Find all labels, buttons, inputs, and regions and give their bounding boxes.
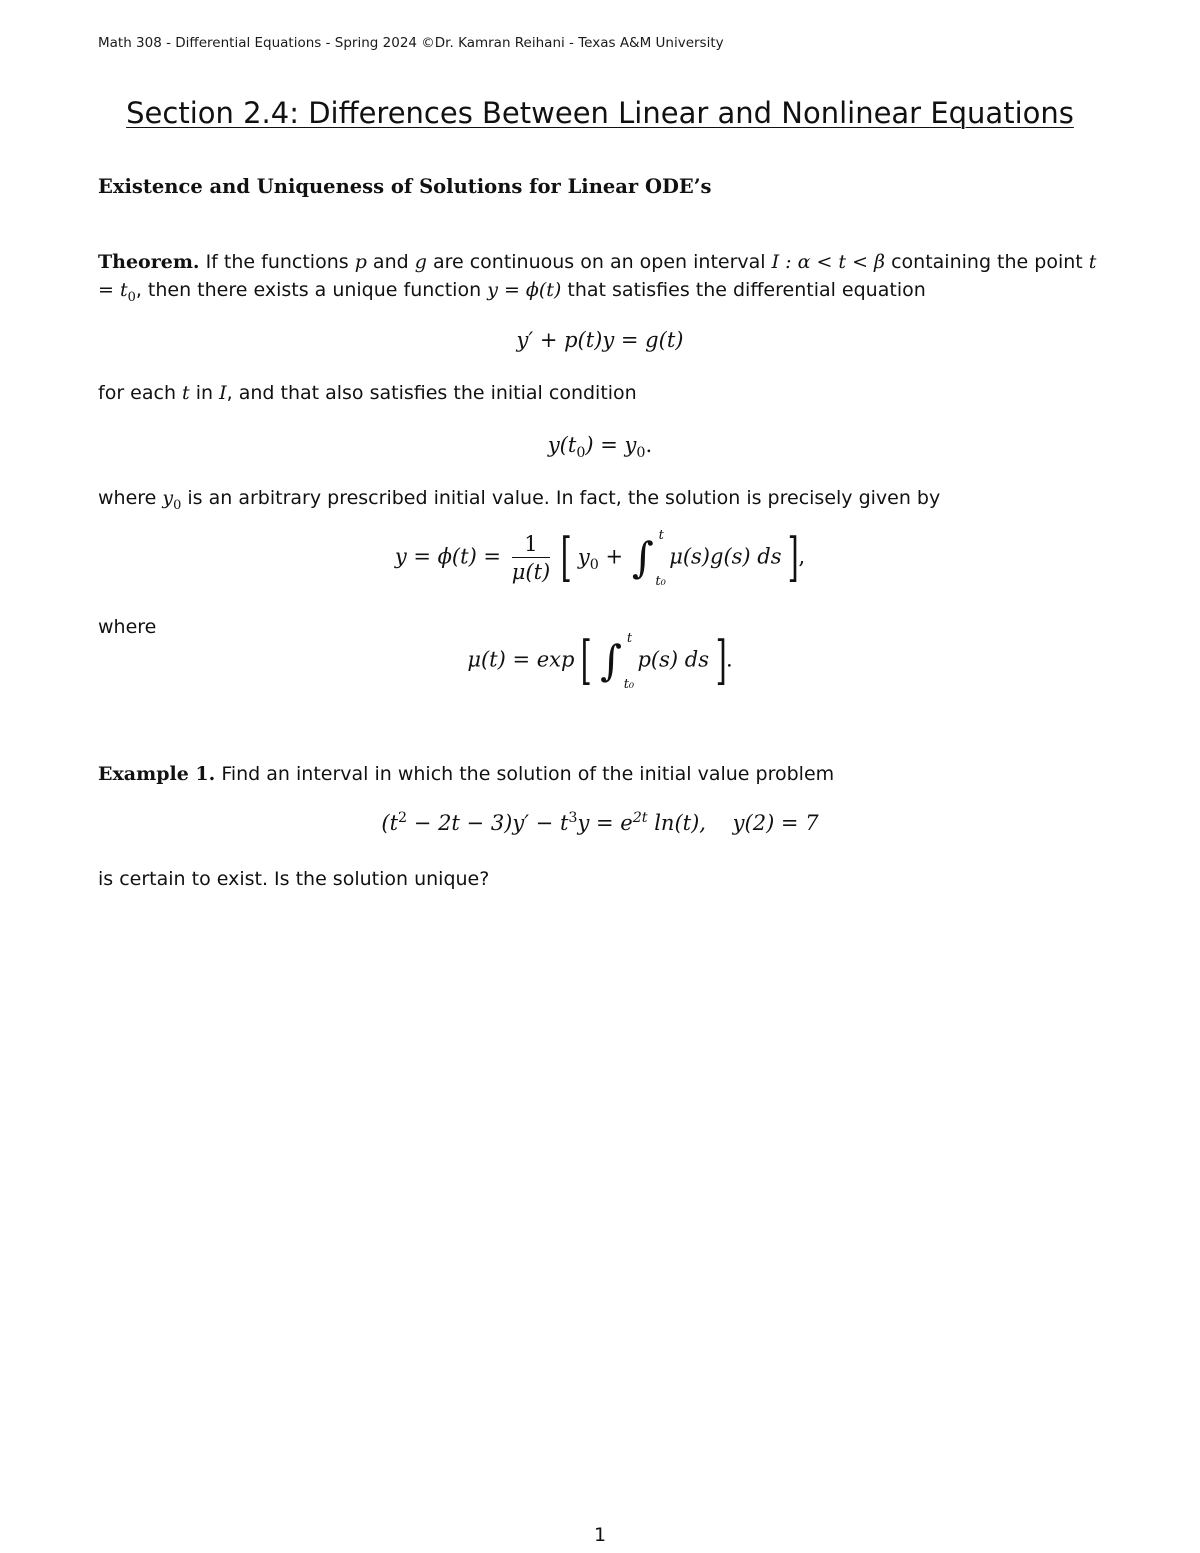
mu-lhs: μ(t) = exp bbox=[467, 647, 575, 672]
mu-integrand: p(s) ds bbox=[637, 647, 709, 672]
where-text-2: where bbox=[98, 616, 157, 638]
solution-numerator: 1 bbox=[512, 532, 550, 558]
example-eq-sup1: 2 bbox=[398, 810, 408, 826]
mu-left-bracket-icon: [ bbox=[580, 631, 592, 691]
theorem-label: Theorem. bbox=[98, 251, 200, 273]
where-y0-sub: 0 bbox=[173, 497, 182, 513]
theorem-point-main: t = t bbox=[98, 251, 1097, 301]
example-closing-text: is certain to exist. Is the solution unique? bbox=[98, 868, 490, 890]
theorem-g: g bbox=[414, 251, 427, 273]
theorem-point-sub: 0 bbox=[127, 289, 136, 305]
initial-lhs: y(t bbox=[547, 433, 577, 457]
for-each-paragraph bbox=[98, 379, 1110, 407]
mu-integral-upper-limit: t bbox=[626, 631, 633, 646]
example-eq-sup3: 2t bbox=[632, 810, 648, 826]
example-eq-sup2: 3 bbox=[568, 810, 578, 826]
for-each-end: , and that also satisfies the initial condition bbox=[226, 382, 637, 404]
mu-integral-sign-icon: ∫ t t₀ bbox=[600, 631, 635, 692]
theorem-text-5: that satisfies the differential equation bbox=[567, 279, 926, 301]
where-text-1: where bbox=[98, 487, 157, 509]
theorem-text-3: containing the point bbox=[891, 251, 1083, 273]
mu-end: . bbox=[725, 647, 733, 672]
example-eq-part1: (t bbox=[381, 811, 399, 835]
solution-integrand: μ(s)g(s) ds bbox=[669, 544, 782, 569]
solution-y0-main: y bbox=[577, 544, 590, 569]
running-header: Math 308 - Differential Equations - Spring 2024 ©Dr. Kamran Reihani - Texas A&M University bbox=[98, 35, 724, 51]
theorem-and: and bbox=[372, 251, 409, 273]
where-text-1-rest: is an arbitrary prescribed initial value. In fact, the solution is precisely given by bbox=[187, 487, 941, 509]
theorem-text-2: are continuous on an open interval bbox=[432, 251, 766, 273]
initial-end: . bbox=[645, 433, 653, 457]
right-bracket-icon: ] bbox=[787, 528, 799, 588]
page-title-text: Section 2.4: Differences Between Linear and Nonlinear Equations bbox=[126, 96, 1074, 130]
theorem-text-4: , then there exists a unique function bbox=[135, 279, 482, 301]
initial-rhs: ) = y bbox=[585, 433, 637, 457]
example-eq-part4: ln(t), y(2) = 7 bbox=[647, 811, 819, 835]
page-number: 1 bbox=[593, 1524, 607, 1546]
where-paragraph-1 bbox=[98, 484, 1110, 512]
example-label: Example 1. bbox=[98, 763, 216, 785]
theorem-p: p bbox=[354, 251, 367, 273]
section-subheading: Existence and Uniqueness of Solutions for Linear ODE’s bbox=[98, 175, 712, 198]
mu-right-bracket-icon: ] bbox=[715, 631, 727, 691]
integral-sign-icon: ∫ t t₀ bbox=[631, 528, 666, 589]
solution-lhs: y = ϕ(t) = bbox=[394, 544, 502, 569]
example-eq-part2: − 2t − 3)y′ − t bbox=[407, 811, 569, 835]
initial-condition-equation bbox=[0, 433, 1200, 462]
for-each-I: I bbox=[219, 382, 227, 404]
for-each-in: in bbox=[195, 382, 214, 404]
solution-end: , bbox=[798, 544, 806, 569]
theorem-function: y = ϕ(t) bbox=[487, 279, 562, 301]
left-bracket-icon: [ bbox=[560, 528, 572, 588]
solution-fraction bbox=[512, 532, 550, 584]
integral-lower-limit: t₀ bbox=[655, 574, 666, 589]
theorem-paragraph bbox=[98, 248, 1110, 304]
example-eq-part3: y = e bbox=[577, 811, 633, 835]
initial-rhs-sub: 0 bbox=[636, 445, 646, 462]
for-each-text: for each bbox=[98, 382, 176, 404]
solution-formula bbox=[0, 528, 1200, 589]
solution-y0-sub: 0 bbox=[589, 556, 599, 573]
ode-equation bbox=[0, 328, 1200, 352]
solution-denominator: μ(t) bbox=[511, 560, 551, 584]
where-y0 bbox=[162, 487, 182, 513]
page-title bbox=[0, 96, 1200, 130]
ode-equation-text: y′ + p(t)y = g(t) bbox=[516, 328, 684, 352]
integral-upper-limit: t bbox=[658, 528, 664, 543]
theorem-interval: I : α < t < β bbox=[771, 251, 886, 273]
example-paragraph bbox=[98, 760, 1110, 788]
example-equation bbox=[0, 811, 1200, 835]
where-y0-main: y bbox=[162, 487, 174, 509]
mu-integral-lower-limit: t₀ bbox=[623, 677, 635, 692]
solution-y0 bbox=[577, 544, 599, 573]
mu-formula bbox=[0, 631, 1200, 692]
theorem-text-1: If the functions bbox=[205, 251, 349, 273]
solution-plus: + bbox=[605, 544, 624, 569]
for-each-t: t bbox=[182, 382, 190, 404]
example-closing bbox=[98, 865, 1110, 893]
example-text: Find an interval in which the solution of the initial value problem bbox=[221, 763, 835, 785]
initial-sub: 0 bbox=[576, 445, 586, 462]
